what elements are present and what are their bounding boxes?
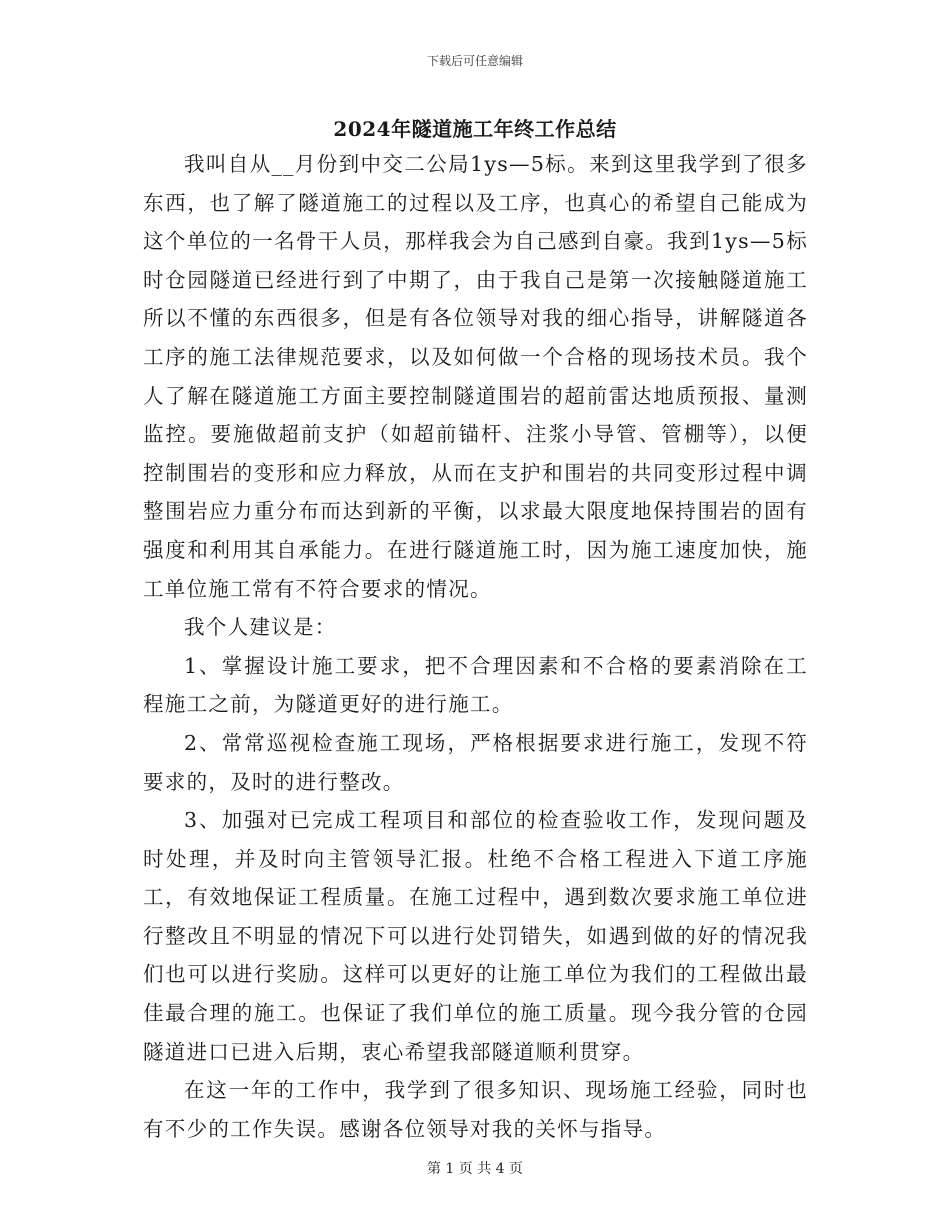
paragraph-suggestion-2: 2、常常巡视检查施工现场，严格根据要求进行施工，发现不符要求的，及时的进行整改。 [143,730,808,794]
document-title: 2024年隧道施工年终工作总结 [333,117,617,141]
paragraph-suggestion-1: 1、掌握设计施工要求，把不合理因素和不合格的要素消除在工程施工之前，为隧道更好的进行施工。 [143,653,808,717]
paragraph-suggestion-heading: 我个人建议是： [184,615,337,640]
paragraph-intro: 我叫自从__月份到中交二公局1ys—5标。来到这里我学到了很多东西，也了解了隧道施工的过程以及工序，也真心的希望自己能成为这个单位的一名骨干人员，那样我会为自己感到自豪。我到1ys—5标时仓园隧道已经进行到了中期了，由于我自己是第一次接触隧道施工所以不懂的东西很多，但是有各位领导对我的细心指导，讲解隧道各工序的施工法律规范要求，以及如何做一个合格的现场技术员。我个人了解在隧道施工方面主要控制隧道围岩的超前雷达地质预报、量测监控。要施做超前支护（如超前锚杆、注浆小导管、管棚等），以便控制围岩的变形和应力释放，从而在支护和围岩的共同变形过程中调整围岩应力重分布而达到新的平衡，以求最大限度地保持围岩的固有强度和利用其自承能力。在进行隧道施工时，因为施工速度加快，施工单位施工常有不符合要求的情况。 [143,152,808,601]
header-note: 下载后可任意编辑 [426,54,523,68]
paragraph-suggestion-3: 3、加强对已完成工程项目和部位的检查验收工作，发现问题及时处理，并及时向主管领导汇报。杜绝不合格工程进入下道工序施工，有效地保证工程质量。在施工过程中，遇到数次要求施工单位进行整改且不明显的情况下可以进行处罚错失，如遇到做的好的情况我们也可以进行奖励。这样可以更好的让施工单位为我们的工程做出最佳最合理的施工。也保证了我们单位的施工质量。现今我分管的仓园隧道进口已进入后期，衷心希望我部隧道顺利贯穿。 [143,808,808,1064]
document-body [143,145,808,1148]
paragraph-conclusion: 在这一年的工作中，我学到了很多知识、现场施工经验，同时也有不少的工作失误。感谢各位领导对我的关怀与指导。 [143,1078,808,1141]
page-number: 第 1 页 共 4 页 [426,1161,524,1177]
